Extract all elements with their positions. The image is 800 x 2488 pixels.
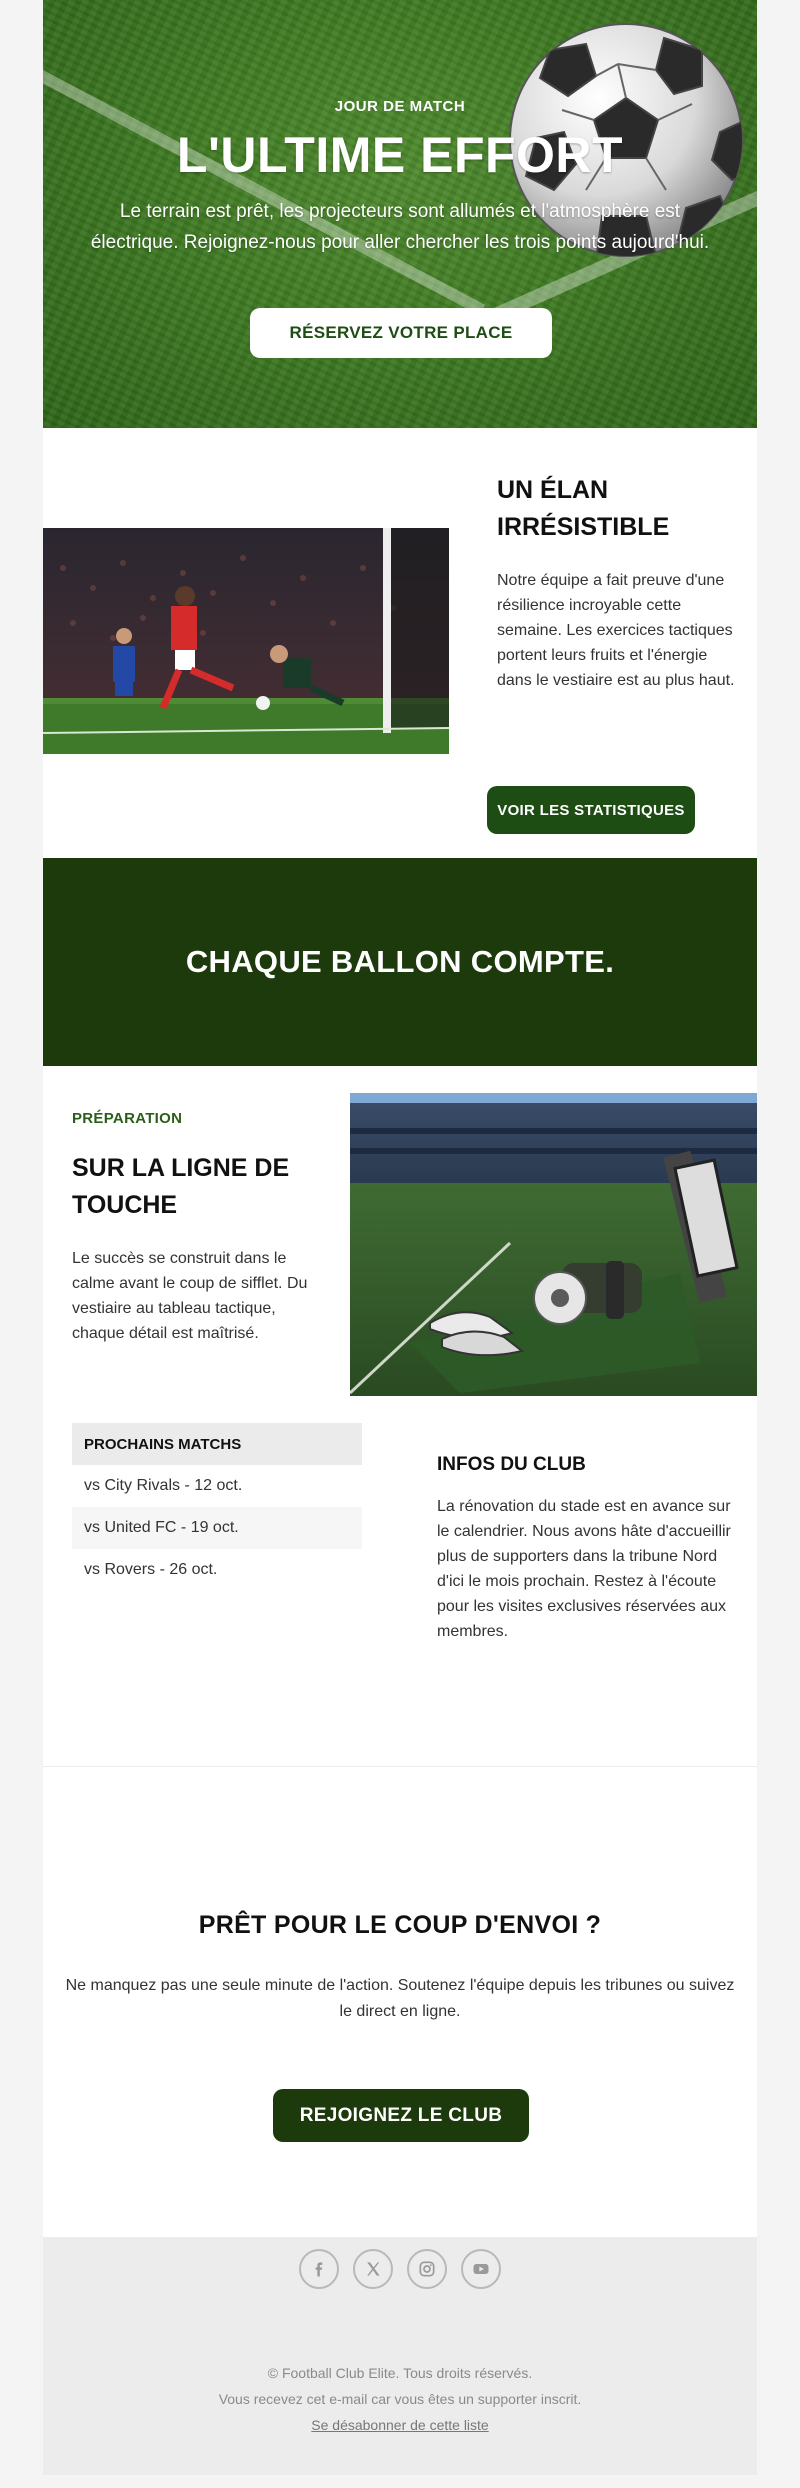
email-container	[43, 0, 757, 2475]
match-action-photo	[43, 528, 449, 754]
momentum-section	[43, 428, 757, 858]
preparation-kicker: PRÉPARATION	[72, 1110, 183, 1127]
youtube-icon[interactable]	[461, 2249, 501, 2289]
cta-title: PRÊT POUR LE COUP D'ENVOI ?	[198, 1911, 602, 1939]
club-info-text: La rénovation du stade est en avance sur le calendrier. Nous avons hâte d'accueillir plus de supporters dans la tribune Nord d'ici le mois prochain. Restez à l'écoute pour les visites exclusives réservées aux membres.	[437, 1498, 731, 1640]
unsubscribe-link[interactable]: Se désabonner de cette liste	[311, 2417, 489, 2433]
sideline-photo	[350, 1093, 757, 1397]
join-club-button[interactable]: REJOIGNEZ LE CLUB	[273, 2089, 529, 2142]
preparation-text: Le succès se construit dans le calme avant le coup de sifflet. Du vestiaire au tableau tactique, chaque détail est maîtrisé.	[72, 1250, 308, 1342]
hero-title: L'ULTIME EFFORT	[176, 127, 624, 183]
hero-text: Le terrain est prêt, les projecteurs sont allumés et l'atmosphère est électrique. Rejoignez-nous pour aller chercher les trois points aujourd'hui.	[90, 201, 710, 253]
match-row: vs Rovers - 26 oct.	[84, 1561, 218, 1578]
subscription-reason: Vous recevez cet e-mail car vous êtes un supporter inscrit.	[218, 2391, 582, 2407]
hero-section	[43, 0, 757, 428]
facebook-icon[interactable]	[299, 2249, 339, 2289]
matches-header: PROCHAINS MATCHS	[72, 1423, 362, 1465]
schedule-info-section	[43, 1396, 757, 1767]
book-seat-button[interactable]: RÉSERVEZ VOTRE PLACE	[250, 308, 552, 358]
club-info-title: INFOS DU CLUB	[437, 1454, 586, 1475]
x-icon[interactable]	[353, 2249, 393, 2289]
matches-table	[72, 1423, 362, 1591]
instagram-icon[interactable]	[407, 2249, 447, 2289]
match-row: vs City Rivals - 12 oct.	[84, 1477, 243, 1494]
cta-section	[43, 1767, 757, 2237]
momentum-text: Notre équipe a fait preuve d'une résilience incroyable cette semaine. Les exercices tactiques portent leurs fruits et l'énergie dans le vestiaire est au plus haut.	[497, 572, 735, 689]
hero-kicker: JOUR DE MATCH	[334, 98, 466, 115]
preparation-section	[43, 1066, 757, 1396]
banner-text: CHAQUE BALLON COMPTE.	[185, 944, 615, 979]
match-row: vs United FC - 19 oct.	[72, 1507, 362, 1549]
banner-section	[43, 858, 757, 1066]
view-stats-button[interactable]: VOIR LES STATISTIQUES	[487, 786, 695, 834]
footer	[43, 2237, 757, 2475]
social-links	[43, 2249, 757, 2289]
preparation-title: SUR LA LIGNE DE TOUCHE	[72, 1154, 290, 1219]
copyright-text: © Football Club Elite. Tous droits réservés.	[267, 2365, 533, 2381]
momentum-title: UN ÉLAN IRRÉSISTIBLE	[497, 476, 670, 541]
cta-text: Ne manquez pas une seule minute de l'action. Soutenez l'équipe depuis les tribunes ou suivez le direct en ligne.	[65, 1977, 735, 2020]
